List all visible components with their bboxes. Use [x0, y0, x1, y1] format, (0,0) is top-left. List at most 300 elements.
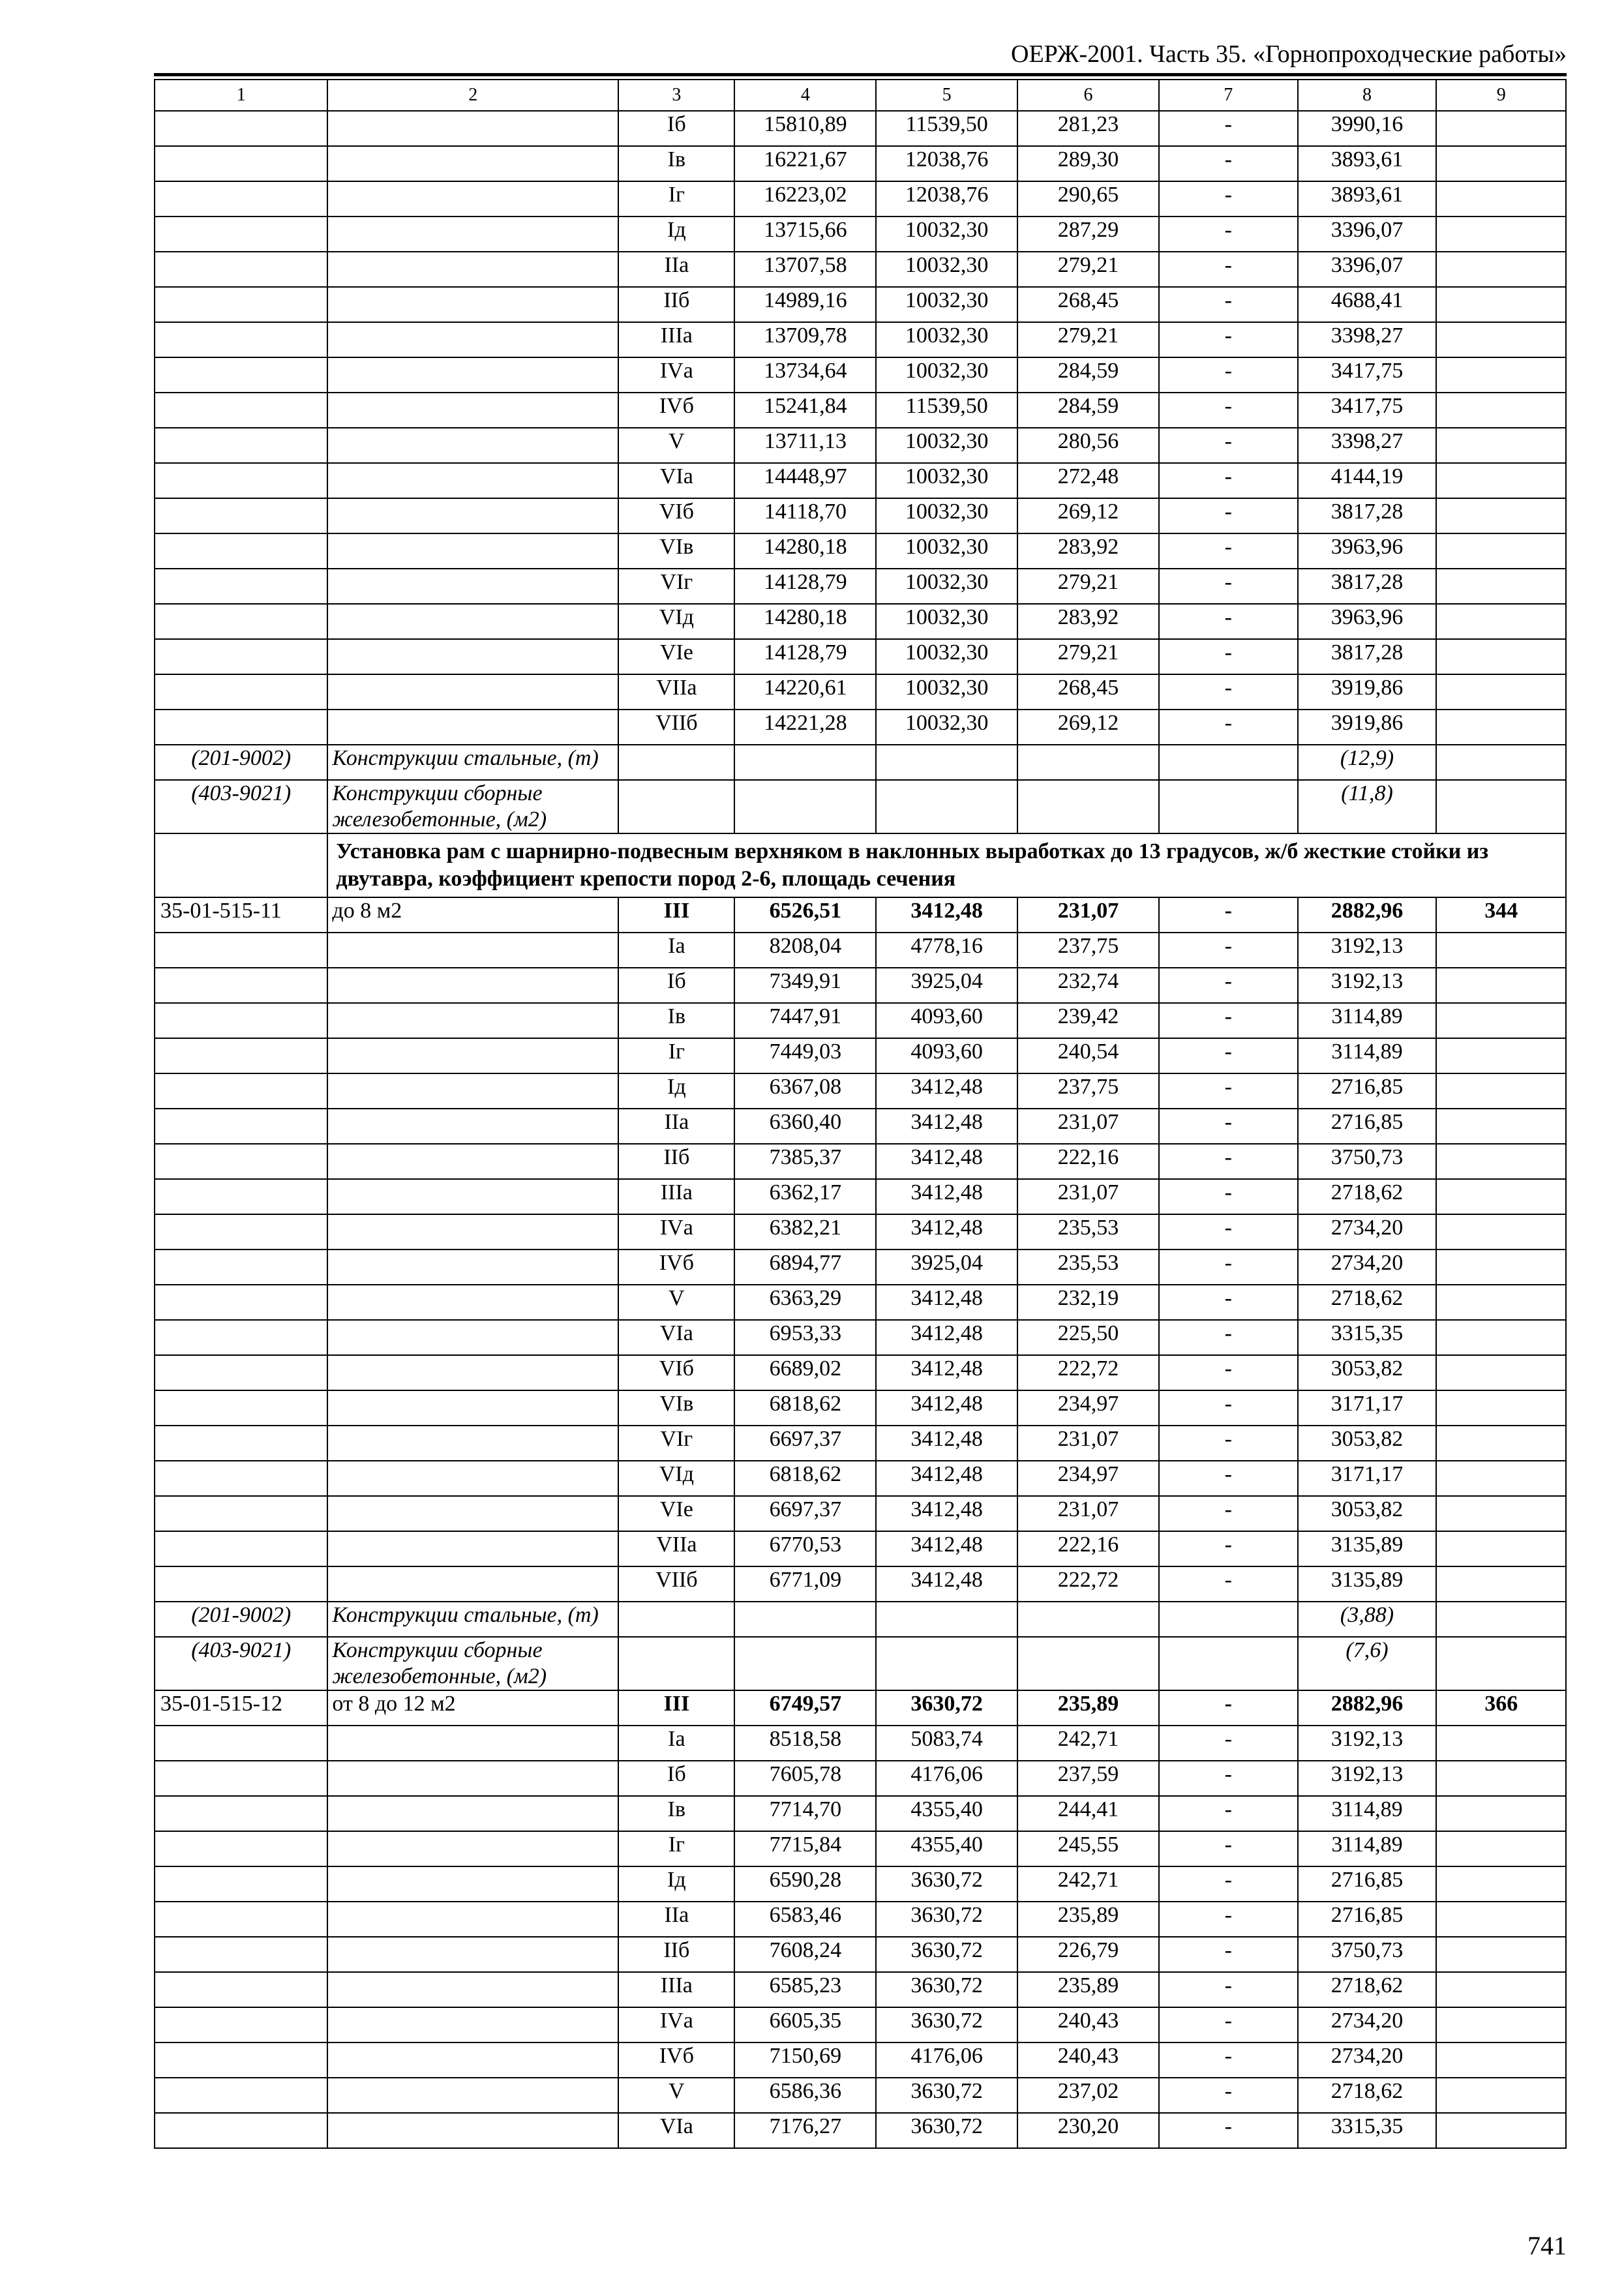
table-row: [155, 968, 1566, 1003]
table-row: [155, 357, 1566, 393]
value-cell: 222,72: [1017, 1566, 1159, 1602]
empty-cell: [327, 1761, 618, 1796]
value-cell: 225,50: [1017, 1320, 1159, 1355]
empty-cell: [327, 1179, 618, 1214]
empty-cell: [1436, 1179, 1566, 1214]
value-cell: 6382,21: [734, 1214, 876, 1249]
empty-cell: [327, 1726, 618, 1761]
table-row: [155, 1496, 1566, 1531]
value-cell: 10032,30: [876, 322, 1017, 357]
empty-cell: [155, 428, 327, 463]
value-cell: 10032,30: [876, 252, 1017, 287]
value-cell: VIIа: [618, 1531, 734, 1566]
value-cell: 3053,82: [1298, 1355, 1437, 1390]
column-number: 6: [1017, 80, 1159, 111]
resource-row: [155, 745, 1566, 780]
value-cell: IIа: [618, 1902, 734, 1937]
value-cell: 7150,69: [734, 2042, 876, 2078]
value-cell: 240,43: [1017, 2007, 1159, 2042]
value-cell: 3396,07: [1298, 252, 1437, 287]
value-cell: 10032,30: [876, 674, 1017, 710]
value-cell: -: [1159, 1320, 1298, 1355]
value-cell: -: [1159, 1866, 1298, 1902]
value-cell: 14220,61: [734, 674, 876, 710]
empty-cell: [1159, 745, 1298, 780]
value-cell: 4355,40: [876, 1831, 1017, 1866]
value-cell: 3114,89: [1298, 1003, 1437, 1038]
value-cell: -: [1159, 1496, 1298, 1531]
value-cell: 13734,64: [734, 357, 876, 393]
value-cell: 6818,62: [734, 1390, 876, 1426]
empty-cell: [1436, 1637, 1566, 1690]
empty-cell: [327, 1355, 618, 1390]
value-cell: IIб: [618, 287, 734, 322]
empty-cell: [1436, 1566, 1566, 1602]
value-cell: 14221,28: [734, 710, 876, 745]
empty-cell: [1436, 1355, 1566, 1390]
value-cell: Iа: [618, 1726, 734, 1761]
value-cell: -: [1159, 217, 1298, 252]
value-cell: 7176,27: [734, 2113, 876, 2148]
value-cell: 10032,30: [876, 217, 1017, 252]
value-cell: 3919,86: [1298, 710, 1437, 745]
value-cell: 235,89: [1017, 1972, 1159, 2007]
value-cell: 244,41: [1017, 1796, 1159, 1831]
empty-cell: [1159, 1637, 1298, 1690]
column-number: 3: [618, 80, 734, 111]
empty-cell: [327, 1831, 618, 1866]
value-cell: 287,29: [1017, 217, 1159, 252]
empty-cell: [1436, 1761, 1566, 1796]
value-cell: 15810,89: [734, 111, 876, 146]
empty-cell: [1017, 1602, 1159, 1637]
empty-cell: [327, 2078, 618, 2113]
table-row: [155, 1866, 1566, 1902]
value-cell: VIа: [618, 463, 734, 498]
value-cell: VIд: [618, 1461, 734, 1496]
resource-row: [155, 1602, 1566, 1637]
value-cell: -: [1159, 1390, 1298, 1426]
value-cell: 235,89: [1017, 1690, 1159, 1726]
empty-cell: [327, 1796, 618, 1831]
table-row: [155, 710, 1566, 745]
value-cell: VIг: [618, 1426, 734, 1461]
value-cell: 3171,17: [1298, 1390, 1437, 1426]
value-cell: 3630,72: [876, 2078, 1017, 2113]
value-cell: Iб: [618, 968, 734, 1003]
value-cell: 6697,37: [734, 1426, 876, 1461]
empty-cell: [1436, 428, 1566, 463]
value-cell: 6749,57: [734, 1690, 876, 1726]
table-row: [155, 498, 1566, 533]
empty-cell: [155, 569, 327, 604]
value-cell: 2718,62: [1298, 1972, 1437, 2007]
value-cell: 2716,85: [1298, 1902, 1437, 1937]
empty-cell: [155, 217, 327, 252]
resource-code: (201-9002): [155, 1602, 327, 1637]
empty-cell: [327, 428, 618, 463]
value-cell: 284,59: [1017, 393, 1159, 428]
value-cell: 222,72: [1017, 1355, 1159, 1390]
value-cell: 4355,40: [876, 1796, 1017, 1831]
value-cell: -: [1159, 1690, 1298, 1726]
table-row: [155, 639, 1566, 674]
value-cell: -: [1159, 604, 1298, 639]
value-cell: 15241,84: [734, 393, 876, 428]
empty-cell: [1436, 2042, 1566, 2078]
value-cell: 3412,48: [876, 1496, 1017, 1531]
table-row: [155, 1003, 1566, 1038]
value-cell: 3412,48: [876, 1461, 1017, 1496]
value-cell: 3817,28: [1298, 639, 1437, 674]
empty-cell: [734, 1602, 876, 1637]
empty-cell: [327, 393, 618, 428]
value-cell: 3171,17: [1298, 1461, 1437, 1496]
value-cell: -: [1159, 1531, 1298, 1566]
empty-cell: [155, 1144, 327, 1179]
empty-cell: [155, 1355, 327, 1390]
value-cell: -: [1159, 463, 1298, 498]
value-cell: 6586,36: [734, 2078, 876, 2113]
value-cell: -: [1159, 2113, 1298, 2148]
value-cell: 3053,82: [1298, 1496, 1437, 1531]
value-cell: IVа: [618, 1214, 734, 1249]
value-cell: -: [1159, 1831, 1298, 1866]
value-cell: 3315,35: [1298, 1320, 1437, 1355]
value-cell: 10032,30: [876, 498, 1017, 533]
empty-cell: [1436, 322, 1566, 357]
value-cell: 3192,13: [1298, 1726, 1437, 1761]
column-number: 7: [1159, 80, 1298, 111]
value-cell: 237,02: [1017, 2078, 1159, 2113]
value-cell: 232,74: [1017, 968, 1159, 1003]
value-cell: 3192,13: [1298, 968, 1437, 1003]
value-cell: 3412,48: [876, 1355, 1017, 1390]
value-cell: 3925,04: [876, 1249, 1017, 1285]
empty-cell: [1436, 287, 1566, 322]
empty-cell: [327, 498, 618, 533]
section-heading: Установка рам с шарнирно-подвесным верхняком в наклонных выработках до 13 градусов, ж/б жесткие стойки из двутавра, коэффициент крепости пород 2-6, площадь сечения: [327, 833, 1566, 897]
empty-cell: [1436, 1602, 1566, 1637]
value-cell: 3417,75: [1298, 393, 1437, 428]
value-cell: 279,21: [1017, 252, 1159, 287]
empty-cell: [155, 1796, 327, 1831]
value-cell: 7447,91: [734, 1003, 876, 1038]
value-cell: 269,12: [1017, 710, 1159, 745]
empty-cell: [327, 2113, 618, 2148]
empty-cell: [155, 1249, 327, 1285]
empty-cell: [1436, 1972, 1566, 2007]
table-row: [155, 604, 1566, 639]
value-cell: 3412,48: [876, 1320, 1017, 1355]
value-cell: 7715,84: [734, 1831, 876, 1866]
empty-cell: [155, 1761, 327, 1796]
value-cell: -: [1159, 1761, 1298, 1796]
table-row: [155, 146, 1566, 181]
table-row: [155, 1531, 1566, 1566]
empty-cell: [1436, 1109, 1566, 1144]
value-cell: IIб: [618, 1144, 734, 1179]
value-cell: 272,48: [1017, 463, 1159, 498]
empty-cell: [327, 674, 618, 710]
value-cell: 10032,30: [876, 710, 1017, 745]
table-row: [155, 1109, 1566, 1144]
value-cell: Iд: [618, 1073, 734, 1109]
empty-cell: [155, 2113, 327, 2148]
value-cell: 13711,13: [734, 428, 876, 463]
value-cell: 13709,78: [734, 322, 876, 357]
value-cell: VIд: [618, 604, 734, 639]
empty-cell: [155, 498, 327, 533]
empty-cell: [734, 780, 876, 833]
empty-cell: [1017, 780, 1159, 833]
value-cell: Iв: [618, 1003, 734, 1038]
empty-cell: [155, 287, 327, 322]
value-cell: -: [1159, 1109, 1298, 1144]
column-number: 2: [327, 80, 618, 111]
empty-cell: [155, 1461, 327, 1496]
empty-cell: [1436, 1796, 1566, 1831]
table-row: [155, 2042, 1566, 2078]
value-cell: 10032,30: [876, 569, 1017, 604]
resource-name: Конструкции сборные железобетонные, (м2): [327, 1637, 618, 1690]
empty-cell: [327, 1566, 618, 1602]
empty-cell: [1436, 1866, 1566, 1902]
empty-cell: [327, 639, 618, 674]
value-cell: -: [1159, 1726, 1298, 1761]
empty-cell: [327, 933, 618, 968]
value-cell: -: [1159, 1566, 1298, 1602]
empty-cell: [155, 604, 327, 639]
value-cell: 231,07: [1017, 897, 1159, 933]
value-cell: IIIа: [618, 1179, 734, 1214]
empty-cell: [155, 833, 327, 897]
value-cell: 7714,70: [734, 1796, 876, 1831]
value-cell: 2716,85: [1298, 1073, 1437, 1109]
empty-cell: [155, 322, 327, 357]
value-cell: 6894,77: [734, 1249, 876, 1285]
value-cell: Iв: [618, 146, 734, 181]
column-number-row: [155, 80, 1566, 111]
table-row: [155, 463, 1566, 498]
table-row: [155, 217, 1566, 252]
empty-cell: [1159, 1602, 1298, 1637]
empty-cell: [1436, 1249, 1566, 1285]
empty-cell: [1436, 2078, 1566, 2113]
value-cell: III: [618, 1690, 734, 1726]
empty-cell: [155, 1866, 327, 1902]
value-cell: -: [1159, 1179, 1298, 1214]
value-cell: -: [1159, 498, 1298, 533]
value-cell: 14989,16: [734, 287, 876, 322]
value-cell: IVб: [618, 393, 734, 428]
value-cell: -: [1159, 2042, 1298, 2078]
value-cell: 2718,62: [1298, 2078, 1437, 2113]
value-cell: -: [1159, 1902, 1298, 1937]
value-cell: 16221,67: [734, 146, 876, 181]
empty-cell: [155, 463, 327, 498]
empty-cell: [155, 1285, 327, 1320]
table-row: [155, 2007, 1566, 2042]
empty-cell: [734, 1637, 876, 1690]
value-cell: 12038,76: [876, 146, 1017, 181]
value-cell: 6583,46: [734, 1902, 876, 1937]
value-cell: -: [1159, 533, 1298, 569]
value-cell: 3990,16: [1298, 111, 1437, 146]
empty-cell: [327, 1003, 618, 1038]
value-cell: 6771,09: [734, 1566, 876, 1602]
empty-cell: [1436, 252, 1566, 287]
empty-cell: [155, 146, 327, 181]
value-cell: VIе: [618, 639, 734, 674]
value-cell: 6363,29: [734, 1285, 876, 1320]
value-cell: 5083,74: [876, 1726, 1017, 1761]
value-cell: 237,75: [1017, 1073, 1159, 1109]
value-cell: -: [1159, 2078, 1298, 2113]
empty-cell: [155, 181, 327, 217]
table-row: [155, 1285, 1566, 1320]
column-number: 4: [734, 80, 876, 111]
empty-cell: [1017, 1637, 1159, 1690]
value-cell: 6689,02: [734, 1355, 876, 1390]
value-cell: 3135,89: [1298, 1566, 1437, 1602]
resource-name: Конструкции стальные, (т): [327, 745, 618, 780]
empty-cell: [327, 604, 618, 639]
value-cell: 269,12: [1017, 498, 1159, 533]
value-cell: 3192,13: [1298, 1761, 1437, 1796]
page-number: 741: [1527, 2231, 1567, 2260]
value-cell: 3630,72: [876, 1902, 1017, 1937]
empty-cell: [327, 1249, 618, 1285]
empty-cell: [155, 1320, 327, 1355]
value-cell: 6605,35: [734, 2007, 876, 2042]
value-cell: 6953,33: [734, 1320, 876, 1355]
value-cell: 7449,03: [734, 1038, 876, 1073]
empty-cell: [155, 1038, 327, 1073]
empty-cell: [1436, 111, 1566, 146]
value-cell: 3412,48: [876, 897, 1017, 933]
table-row: [155, 1426, 1566, 1461]
rate-total: 366: [1436, 1690, 1566, 1726]
value-cell: 4688,41: [1298, 287, 1437, 322]
empty-cell: [155, 1179, 327, 1214]
resource-value: (11,8): [1298, 780, 1437, 833]
value-cell: V: [618, 2078, 734, 2113]
table-row: [155, 287, 1566, 322]
empty-cell: [155, 710, 327, 745]
value-cell: 3114,89: [1298, 1831, 1437, 1866]
empty-cell: [327, 533, 618, 569]
value-cell: 10032,30: [876, 357, 1017, 393]
empty-cell: [1017, 745, 1159, 780]
empty-cell: [155, 111, 327, 146]
empty-cell: [155, 2042, 327, 2078]
value-cell: 3412,48: [876, 1144, 1017, 1179]
table-row: [155, 1690, 1566, 1726]
value-cell: 231,07: [1017, 1426, 1159, 1461]
value-cell: 280,56: [1017, 428, 1159, 463]
value-cell: IIа: [618, 252, 734, 287]
value-cell: 3412,48: [876, 1073, 1017, 1109]
empty-cell: [618, 1637, 734, 1690]
value-cell: 237,59: [1017, 1761, 1159, 1796]
empty-cell: [155, 639, 327, 674]
page-header-title: ОЕРЖ-2001. Часть 35. «Горнопроходческие работы»: [1011, 40, 1567, 68]
empty-cell: [1436, 1073, 1566, 1109]
empty-cell: [155, 1214, 327, 1249]
table-row: [155, 1355, 1566, 1390]
empty-cell: [155, 1073, 327, 1109]
column-number: 9: [1436, 80, 1566, 111]
column-number: 8: [1298, 80, 1437, 111]
value-cell: Iд: [618, 1866, 734, 1902]
value-cell: 8208,04: [734, 933, 876, 968]
rate-code: 35-01-515-12: [155, 1690, 327, 1726]
empty-cell: [155, 533, 327, 569]
resource-value: (3,88): [1298, 1602, 1437, 1637]
empty-cell: [155, 252, 327, 287]
value-cell: -: [1159, 1426, 1298, 1461]
value-cell: 237,75: [1017, 933, 1159, 968]
empty-cell: [1436, 933, 1566, 968]
empty-cell: [327, 1902, 618, 1937]
value-cell: 4778,16: [876, 933, 1017, 968]
value-cell: 3817,28: [1298, 498, 1437, 533]
table-row: [155, 569, 1566, 604]
empty-cell: [327, 1214, 618, 1249]
empty-cell: [1436, 1390, 1566, 1426]
value-cell: -: [1159, 1073, 1298, 1109]
value-cell: 7349,91: [734, 968, 876, 1003]
value-cell: 2718,62: [1298, 1285, 1437, 1320]
table-row: [155, 322, 1566, 357]
value-cell: -: [1159, 322, 1298, 357]
empty-cell: [327, 569, 618, 604]
value-cell: 3412,48: [876, 1214, 1017, 1249]
empty-cell: [1436, 146, 1566, 181]
empty-cell: [1436, 1902, 1566, 1937]
value-cell: -: [1159, 569, 1298, 604]
empty-cell: [155, 1566, 327, 1602]
value-cell: -: [1159, 357, 1298, 393]
value-cell: 2882,96: [1298, 897, 1437, 933]
empty-cell: [1436, 1003, 1566, 1038]
value-cell: 2882,96: [1298, 1690, 1437, 1726]
value-cell: Iб: [618, 111, 734, 146]
value-cell: 3630,72: [876, 1937, 1017, 1972]
header-divider: [154, 73, 1567, 76]
resource-value: (12,9): [1298, 745, 1437, 780]
value-cell: 3963,96: [1298, 604, 1437, 639]
table-row: [155, 1390, 1566, 1426]
empty-cell: [327, 287, 618, 322]
empty-cell: [1436, 968, 1566, 1003]
value-cell: 11539,50: [876, 111, 1017, 146]
value-cell: VIе: [618, 1496, 734, 1531]
empty-cell: [155, 1726, 327, 1761]
table-row: [155, 1566, 1566, 1602]
empty-cell: [155, 1390, 327, 1426]
value-cell: 6526,51: [734, 897, 876, 933]
empty-cell: [327, 1426, 618, 1461]
value-cell: 3412,48: [876, 1109, 1017, 1144]
value-cell: -: [1159, 1285, 1298, 1320]
empty-cell: [327, 2042, 618, 2078]
value-cell: 279,21: [1017, 569, 1159, 604]
rates-table: [154, 79, 1567, 2149]
value-cell: 268,45: [1017, 674, 1159, 710]
value-cell: 279,21: [1017, 322, 1159, 357]
